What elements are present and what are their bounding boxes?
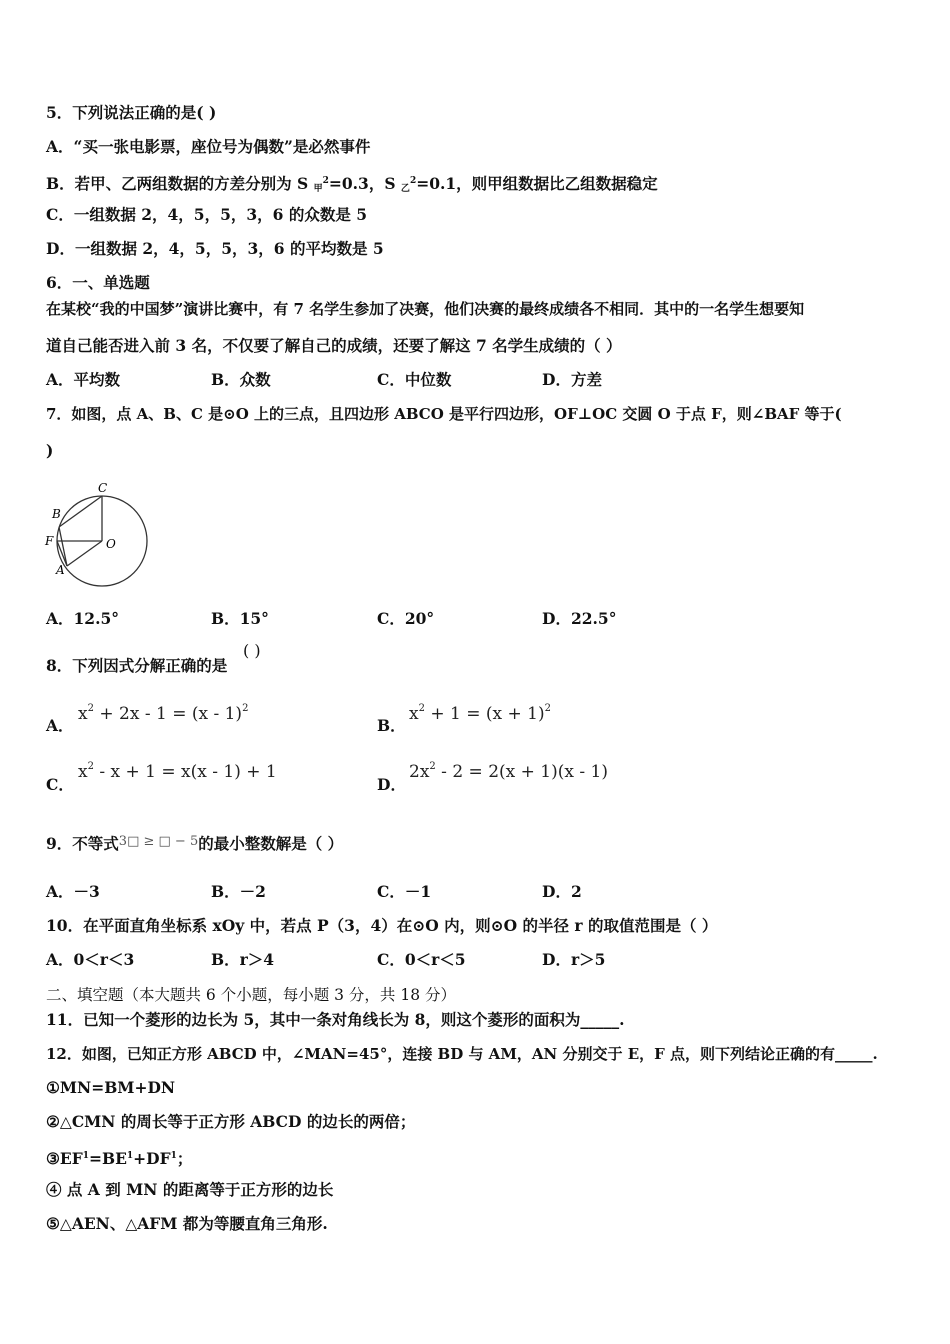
- q7-option-a: A．12.5°: [46, 609, 120, 628]
- segment-bc: [59, 496, 102, 527]
- q8-label-d: D．: [377, 775, 406, 794]
- q12-statement-2: ②△CMN 的周长等于正方形 ABCD 的边长的两倍；: [46, 1112, 416, 1131]
- q5-option-c: C．一组数据 2，4，5，5，3，6 的众数是 5: [46, 205, 368, 224]
- q10-option-c: C．0＜r＜5: [377, 950, 466, 969]
- label-f: F: [45, 534, 54, 548]
- segment-ba: [59, 527, 67, 566]
- label-b: B: [52, 507, 61, 521]
- q6-head: 6．一、单选题: [46, 273, 150, 292]
- q12-statement-3: $③EF^1=BE^1+DF^1$；: [46, 1149, 193, 1168]
- q8-paren: ( ): [243, 641, 261, 660]
- q6-line1: 在某校“我的中国梦”演讲比赛中，有 7 名学生参加了决赛，他们决赛的最终成绩各不相同．其中的一名学生想要知: [46, 300, 805, 318]
- q12-statement-4: ④ 点 A 到 MN 的距离等于正方形的边长: [46, 1180, 334, 1199]
- q7-close-paren: ): [46, 441, 54, 460]
- q12-statement-5: ⑤△AEN、△AFM 都为等腰直角三角形.: [46, 1214, 328, 1233]
- q5-option-d: D．一组数据 2，4，5，5，3，6 的平均数是 5: [46, 239, 384, 258]
- q7-option-d: D．22.5°: [542, 609, 617, 628]
- q6-line2: 道自己能否进入前 3 名，不仅要了解自己的成绩，还要了解这 7 名学生成绩的（ ）: [46, 336, 622, 355]
- q7-circle-figure: [40, 478, 155, 588]
- q5-option-b: B．若甲、乙两组数据的方差分别为 S $_甲^2$=0.3，S $_乙^2$=0.1，则甲组数据比乙组数据稳定: [46, 174, 658, 194]
- q10-option-d: D．r＞5: [542, 950, 606, 969]
- label-c: C: [98, 481, 108, 495]
- q8-stem: 8．下列因式分解正确的是: [46, 656, 228, 675]
- q9-option-c: C．－1: [377, 882, 432, 901]
- q9-option-a: A．－3: [46, 882, 100, 901]
- q11: 11．已知一个菱形的边长为 5，其中一条对角线长为 8，则这个菱形的面积为_____.: [46, 1010, 625, 1029]
- q6-option-b: B．众数: [211, 370, 271, 389]
- q8-expr-d: $2x^2 - 2 = 2(x + 1)(x - 1)$: [409, 761, 608, 782]
- q9-inequality: 3□ ≥ □ − 5: [118, 834, 199, 849]
- q9-option-b: B．－2: [211, 882, 266, 901]
- q10-option-b: B．r＞4: [211, 950, 275, 969]
- q8-label-c: C．: [46, 775, 74, 794]
- q10-stem: 10．在平面直角坐标系 xOy 中，若点 P（3，4）在⊙O 内，则⊙O 的半径 r 的取值范围是（ ）: [46, 916, 718, 935]
- q12-statement-1: ①MN=BM+DN: [46, 1078, 176, 1097]
- q5-stem: 5．下列说法正确的是( ): [46, 103, 217, 122]
- q8-expr-a: $x^2 + 2x - 1 = (x - 1)^2$: [78, 703, 249, 724]
- q7-option-c: C．20°: [377, 609, 435, 628]
- q8-label-b: B．: [377, 716, 406, 735]
- section2-heading: 二、填空题（本大题共 6 个小题，每小题 3 分，共 18 分）: [46, 986, 457, 1004]
- q8-expr-c: $x^2 - x + 1 = x(x - 1) + 1$: [78, 761, 277, 782]
- q9-option-d: D．2: [542, 882, 582, 901]
- q10-option-a: A．0＜r＜3: [46, 950, 135, 969]
- q9-stem: 9．不等式$^{3□ \ge □ - 5}$的最小整数解是（ ）: [46, 834, 344, 853]
- q7-option-b: B．15°: [211, 609, 269, 628]
- q6-option-d: D．方差: [542, 370, 602, 389]
- q7-stem: 7．如图，点 A、B、C 是⊙O 上的三点，且四边形 ABCO 是平行四边形，OF⊥OC 交圆 O 于点 F，则∠BAF 等于(: [46, 405, 842, 423]
- segment-ao: [67, 541, 102, 566]
- q5-option-a: A．“买一张电影票，座位号为偶数”是必然事件: [46, 137, 371, 156]
- label-o: O: [106, 537, 116, 551]
- q8-label-a: A．: [46, 716, 74, 735]
- label-a: A: [56, 563, 65, 577]
- q6-option-a: A．平均数: [46, 370, 121, 389]
- q6-option-c: C．中位数: [377, 370, 452, 389]
- q12-stem: 12．如图，已知正方形 ABCD 中，∠MAN=45°，连接 BD 与 AM，AN 分别交于 E，F 点，则下列结论正确的有_____.: [46, 1045, 878, 1063]
- q8-expr-b: $x^2 + 1 = (x + 1)^2$: [409, 703, 551, 724]
